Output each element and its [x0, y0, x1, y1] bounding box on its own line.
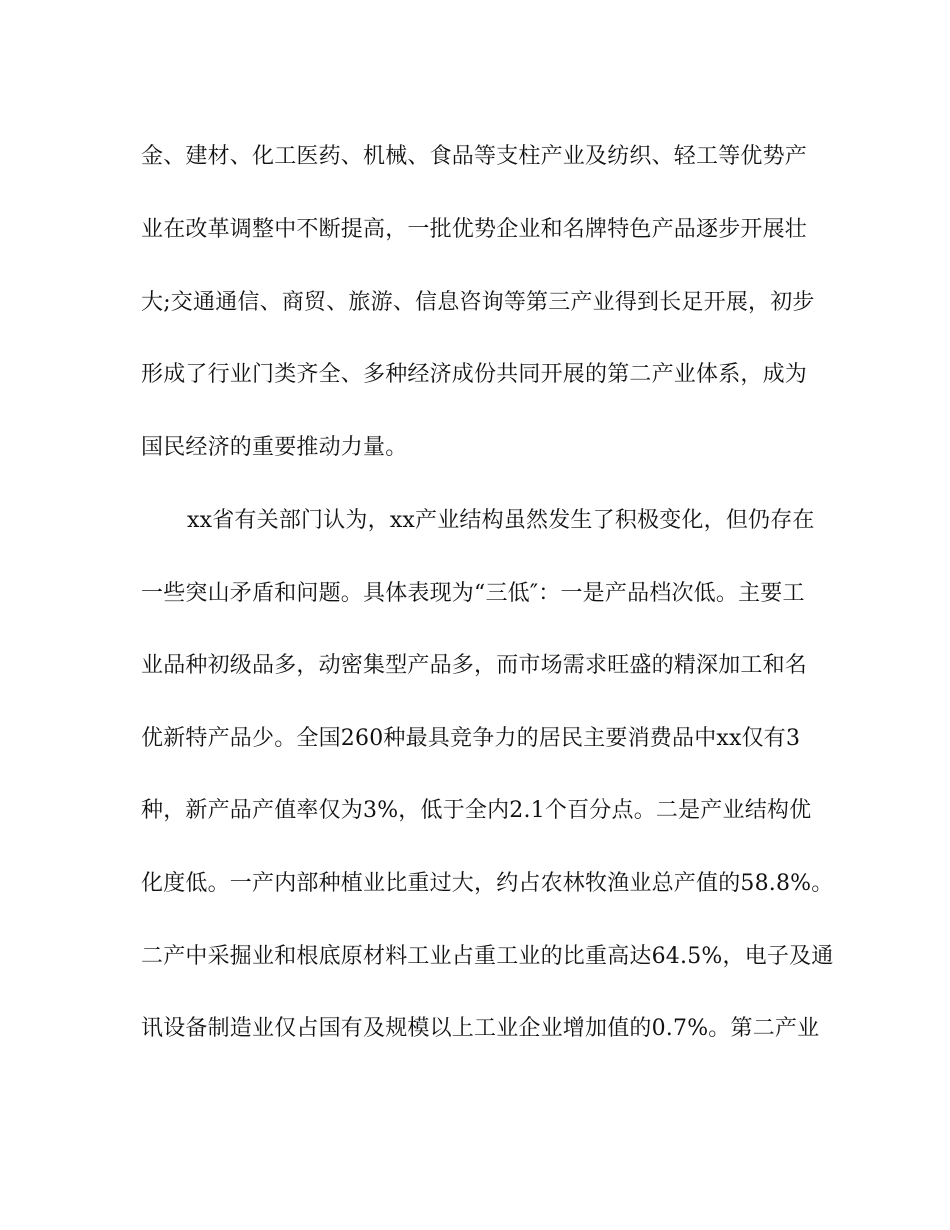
- paragraph-first-line: xx省有关部门认为，xx产业结构虽然发生了积极变化，但仍存在: [187, 508, 815, 533]
- text-line: 大;交通通信、商贸、旅游、信息咨询等第三产业得到长足开展，初步: [141, 290, 815, 315]
- text-line: 优新特产品少。全国260种最具竞争力的居民主要消费品中xx仅有3: [141, 726, 801, 751]
- text-line: 二产中采掘业和根底原材料工业占重工业的比重高达64.5%，电子及通: [141, 944, 834, 969]
- text-line: 国民经济的重要推动力量。: [141, 435, 408, 460]
- text-line: 形成了行业门类齐全、多种经济成份共同开展的第二产业体系，成为: [141, 362, 808, 387]
- text-line: 业品种初级品多，动密集型产品多，而市场需求旺盛的精深加工和名: [141, 653, 808, 678]
- text-line: 讯设备制造业仅占国有及规模以上工业企业增加值的0.7%。第二产业: [141, 1016, 820, 1041]
- text-line: 金、建材、化工医药、机械、食品等支柱产业及纺织、轻工等优势产: [141, 144, 808, 169]
- text-line: 业在改革调整中不断提高，一批优势企业和名牌特色产品逐步开展壮: [141, 217, 808, 242]
- text-line: 化度低。一产内部种植业比重过大，约占农林牧渔业总产值的58.8%。: [141, 871, 834, 896]
- text-line: 种，新产品产值率仅为3%，低于全内2.1个百分点。二是产业结构优: [141, 798, 812, 823]
- text-line: 一些突山矛盾和问题。具体表现为“三低″：一是产品档次低。主要工: [141, 581, 805, 606]
